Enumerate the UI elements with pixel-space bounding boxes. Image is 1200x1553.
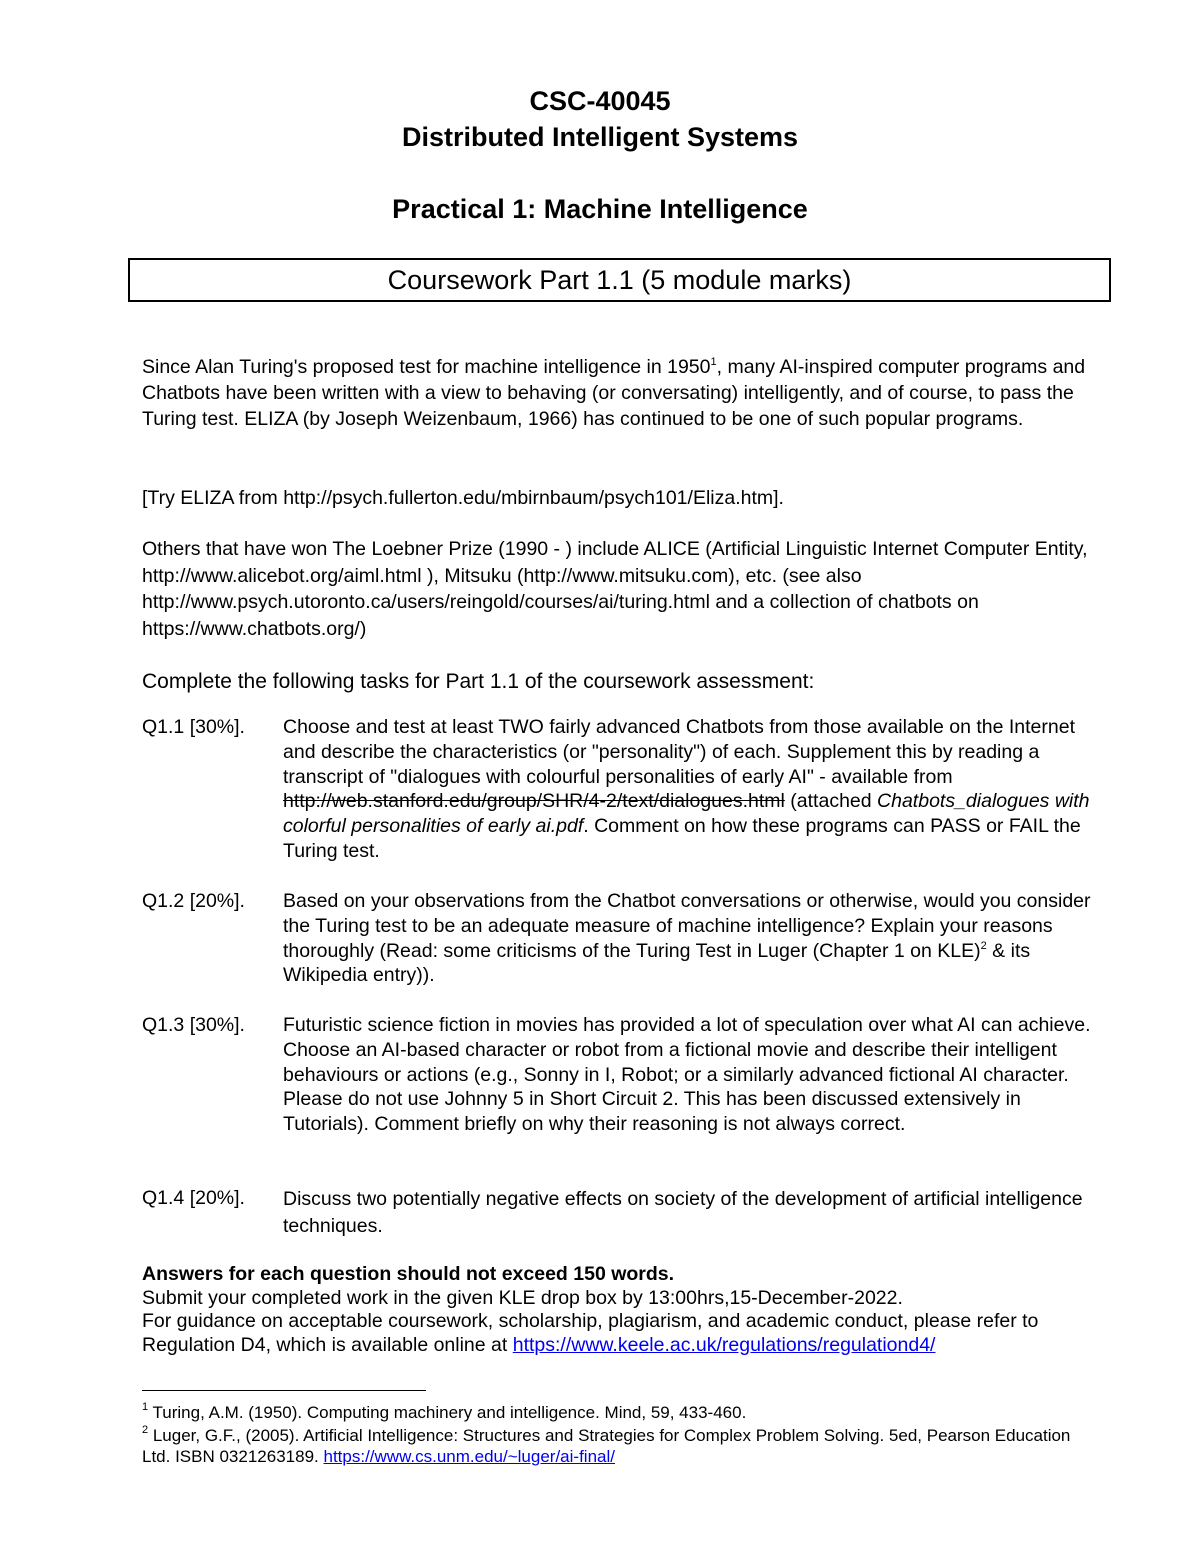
word-limit: Answers for each question should not exceed 150 words. (142, 1263, 675, 1285)
footnote-text: Luger, G.F., (2005). Artificial Intelligence: Structures and Strategies for Complex Problem Solving. 5ed, Pearson Education Ltd. ISBN 0321263189. (142, 1426, 1071, 1466)
loebner-paragraph: Others that have won The Loebner Prize (1990 - ) include ALICE (Artificial Linguistic Internet Computer Entity, http://www.alicebot.org/aiml.html ), Mitsuku (http://www.mitsuku.com), etc. (see also http://www.psych.utoronto.ca/users/reingold/courses/ai/turing.html and a collection of chatbots on https://www.chatbots.org/) (142, 538, 1088, 640)
course-title: Distributed Intelligent Systems (401, 122, 799, 152)
question-1-text-b: (attached (790, 790, 878, 813)
eliza-paragraph: [Try ELIZA from http://psych.fullerton.edu/mbirnbaum/psych101/Eliza.htm]. (142, 487, 784, 509)
question-1-text-a: Choose and test at least TWO fairly advanced Chatbots from those available on the Internet and describe the characteristics (or "personality") of each. Supplement this by reading a transcript of "dialogues with colourful personalities of early AI" - available from (283, 716, 1075, 788)
guidance-text: For guidance on acceptable coursework, scholarship, plagiarism, and academic conduct, please refer to Regulation D4, which is available online at (142, 1310, 1039, 1356)
footnote-mark: 1 (142, 1401, 149, 1413)
intro-paragraph (142, 354, 1102, 432)
submission-info: Submit your completed work in the given KLE drop box by 13:00hrs,15-December-2022. (142, 1286, 903, 1309)
footnote-1 (142, 1402, 1102, 1423)
footnote-ref-2: 2 (980, 939, 987, 952)
question-3-text: Futuristic science fiction in movies has provided a lot of speculation over what AI can achieve. Choose an AI-based character or robot from a fictional movie and describe their intelligent behaviours or actions (e.g., Sonny in I, Robot; or a similarly advanced fictional AI character. Please do not use Johnny 5 in Short Circuit 2. This has been discussed extensively in Tutorials). Comment briefly on why their reasoning is not always correct. (283, 1014, 1091, 1136)
footnote-text: Turing, A.M. (1950). Computing machinery and intelligence. Mind, 59, 433-460. (148, 1403, 747, 1422)
footnote-2 (142, 1425, 1102, 1467)
question-2-text (283, 889, 1103, 988)
footnote-divider (142, 1390, 426, 1391)
luger-link[interactable]: https://www.cs.unm.edu/~luger/ai-final/ (323, 1447, 615, 1466)
closing-block (142, 1263, 1102, 1357)
question-1-text-c: . Comment on how these programs can PASS or FAIL the Turing test. (283, 815, 1081, 862)
question-2-text-a: Based on your observations from the Chatbot conversations or otherwise, would you consider the Turing test to be an adequate measure of machine intelligence? Explain your reasons thoroughly (Read: some criticisms of the Turing Test in Luger (Chapter 1 on KLE) (283, 890, 1091, 962)
question-1-text (283, 715, 1103, 864)
question-4-text: Discuss two potentially negative effects on society of the development of artificial intelligence techniques. (283, 1188, 1083, 1237)
regulation-link[interactable]: https://www.keele.ac.uk/regulations/regulationd4/ (512, 1333, 936, 1356)
question-2-text-b: & its Wikipedia entry)). (283, 939, 1031, 987)
question-label: Q1.4 [20%]. (142, 1187, 245, 1209)
question-label: Q1.3 [30%]. (142, 1014, 245, 1036)
question-label: Q1.1 [30%]. (142, 716, 245, 738)
intro-text: Since Alan Turing's proposed test for machine intelligence in 1950 (142, 356, 711, 378)
footnote-mark: 2 (142, 1424, 149, 1436)
question-label: Q1.2 [20%]. (142, 890, 245, 912)
intro-text-continued: , many AI-inspired computer programs and Chatbots have been written with a view to behaving (or conversating) intelligently, and of course, to pass the Turing test. ELIZA (by Joseph Weizenbaum, 1966) has continued to be one of such popular programs. (142, 356, 1086, 430)
course-code: CSC-40045 (529, 86, 671, 116)
strikethrough-url: http://web.stanford.edu/group/SHR/4-2/text/dialogues.html (283, 790, 785, 813)
practical-title: Practical 1: Machine Intelligence (392, 194, 808, 224)
attachment-name: Chatbots_dialogues with colorful personalities of early ai.pdf (283, 790, 1090, 838)
footnote-ref-1: 1 (710, 356, 717, 368)
coursework-title-box: Coursework Part 1.1 (5 module marks) (128, 258, 1111, 302)
tasks-heading: Complete the following tasks for Part 1.1 of the coursework assessment: (142, 670, 815, 693)
